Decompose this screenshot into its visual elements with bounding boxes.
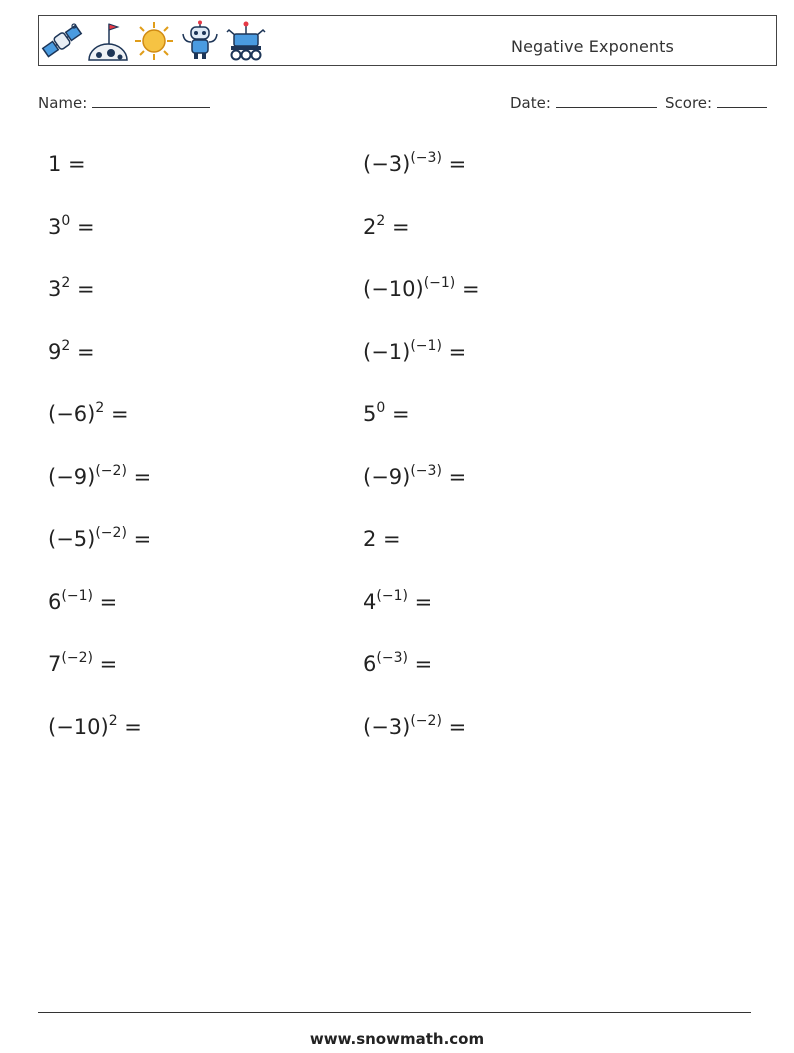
problem-exponent: 2 [61,275,71,291]
problem-left-3 [48,277,95,301]
problem-base: 9 [48,339,62,364]
problem-equals: = [70,339,95,364]
sun-icon [133,20,175,62]
problem-equals: = [441,152,467,176]
date-label: Date: [510,94,551,112]
problem-exponent: 2 [95,400,105,416]
name-label: Name: [38,94,88,112]
date-field[interactable] [510,93,657,112]
problem-exponent: (−1) [61,587,93,604]
problem-base: 3 [48,214,62,239]
problem-equals: = [385,402,410,426]
problem-base: 6 [48,589,62,614]
problem-base: (−3) [363,152,411,176]
problem-exponent: (−3) [376,650,408,666]
problem-equals: = [92,589,118,614]
problem-equals: = [70,277,95,301]
problem-left-7 [48,527,151,551]
problem-exponent: 2 [376,212,386,229]
problem-exponent: (−1) [423,275,456,291]
problem-base: (−10) [363,277,424,301]
problem-equals: = [70,214,95,239]
problem-right-4 [363,337,467,364]
name-blank[interactable] [92,93,210,108]
problem-equals: = [441,464,467,489]
footer-site: www.snowmath.com [309,1030,485,1048]
problem-exponent: 2 [108,712,118,729]
date-blank[interactable] [556,93,657,108]
problem-exponent: (−1) [376,587,408,604]
problem-exponent: (−2) [95,462,127,479]
header-icons [41,20,267,62]
problem-equals: = [92,652,118,676]
problem-right-10 [363,712,467,739]
worksheet-title: Negative Exponents [511,37,674,56]
problem-base: 2 [363,527,377,551]
rover-icon [225,20,267,62]
name-field[interactable] [38,93,210,112]
problem-base: (−9) [363,464,411,489]
problem-left-5 [48,402,129,426]
problem-equals: = [385,214,410,239]
problem-base: 4 [363,589,377,614]
problem-left-9 [48,652,117,676]
problem-right-9 [363,652,432,676]
problem-exponent: 0 [376,400,386,416]
problem-equals: = [126,464,152,489]
problem-left-10 [48,712,142,739]
problem-equals: = [126,527,152,551]
moon-flag-icon [87,20,129,62]
problem-right-8 [363,587,433,614]
problem-left-4 [48,337,95,364]
problem-exponent: (−1) [410,337,442,354]
problem-equals: = [376,527,401,551]
satellite-icon [41,20,83,62]
problem-right-2 [363,212,410,239]
problem-base: 5 [363,402,377,426]
problem-right-6 [363,462,467,489]
footer-divider [38,1012,751,1013]
score-field[interactable] [665,93,767,112]
problem-base: (−10) [48,714,109,739]
problem-equals: = [117,714,142,739]
problem-equals: = [407,652,433,676]
problem-base: 3 [48,277,62,301]
problem-equals: = [407,589,433,614]
problem-base: (−5) [48,527,96,551]
problem-exponent: (−2) [410,712,442,729]
problem-base: 6 [363,652,377,676]
problem-left-6 [48,462,152,489]
problem-exponent: 2 [61,337,71,354]
problem-left-1 [48,152,86,176]
problem-equals: = [441,714,467,739]
problem-exponent: (−2) [95,525,127,541]
problem-base: (−1) [363,339,411,364]
problem-exponent: (−2) [61,650,93,666]
problem-right-5 [363,402,410,426]
problem-right-7 [363,527,401,551]
problem-base: 7 [48,652,62,676]
problem-base: (−6) [48,402,96,426]
problem-right-1 [363,152,466,176]
problem-equals: = [61,152,86,176]
score-blank[interactable] [717,93,767,108]
problem-equals: = [104,402,129,426]
problem-right-3 [363,277,480,301]
score-label: Score: [665,94,713,112]
problem-base: 1 [48,152,62,176]
problem-equals: = [441,339,467,364]
problem-base: 2 [363,214,377,239]
problem-exponent: (−3) [410,462,442,479]
problem-base: (−9) [48,464,96,489]
worksheet-header [38,15,777,66]
problem-base: (−3) [363,714,411,739]
problem-exponent: (−3) [410,150,442,166]
problem-left-8 [48,587,118,614]
problem-equals: = [455,277,480,301]
problem-left-2 [48,212,95,239]
problem-exponent: 0 [61,212,71,229]
robot-icon [179,20,221,62]
